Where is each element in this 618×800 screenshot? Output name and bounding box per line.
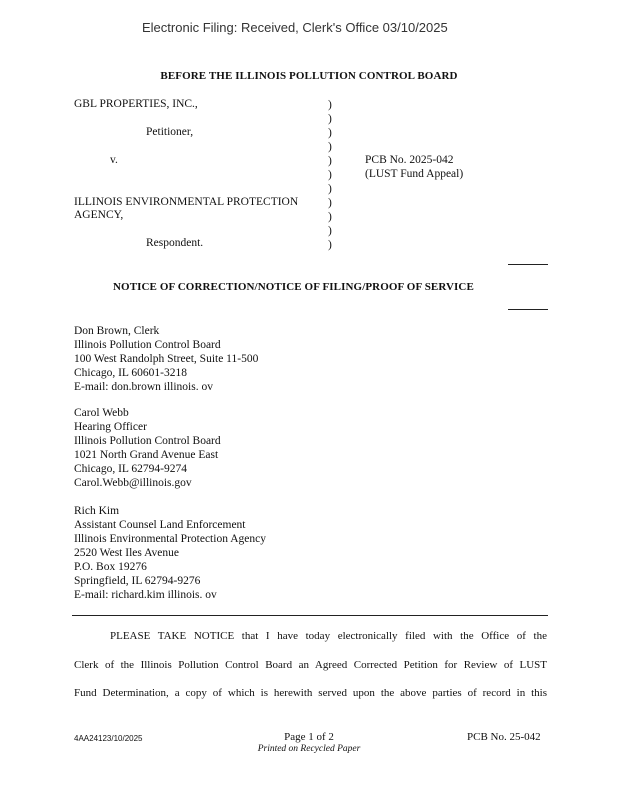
caption-paren: ) bbox=[328, 155, 332, 167]
caption-paren: ) bbox=[328, 225, 332, 237]
service-recipient-clerk bbox=[74, 324, 258, 394]
footer-doc-id: 4AA24123/10/2025 bbox=[74, 734, 143, 743]
service-line: Illinois Pollution Control Board bbox=[74, 435, 221, 447]
caption-paren: ) bbox=[328, 197, 332, 209]
caption-paren: ) bbox=[328, 141, 332, 153]
caption-paren: ) bbox=[328, 113, 332, 125]
footer-recycled-note: Printed on Recycled Paper bbox=[257, 744, 361, 754]
divider-short-top bbox=[508, 264, 548, 265]
caption-paren: ) bbox=[328, 169, 332, 181]
filing-stamp: Electronic Filing: Received, Clerk's Office 03/10/2025 bbox=[142, 20, 448, 35]
board-title: BEFORE THE ILLINOIS POLLUTION CONTROL BOARD bbox=[160, 70, 458, 82]
petitioner-name: GBL PROPERTIES, INC., bbox=[74, 98, 198, 110]
versus: v. bbox=[110, 154, 118, 166]
caption-paren: ) bbox=[328, 99, 332, 111]
service-line: E-mail: don.brown illinois. ov bbox=[74, 381, 213, 393]
caption-paren: ) bbox=[328, 211, 332, 223]
service-line: P.O. Box 19276 bbox=[74, 561, 147, 573]
footer-case-number: PCB No. 25-042 bbox=[467, 731, 541, 743]
respondent-name-line1: ILLINOIS ENVIRONMENTAL PROTECTION bbox=[74, 196, 299, 208]
service-line: Chicago, IL 60601-3218 bbox=[74, 367, 187, 379]
service-line: Illinois Pollution Control Board bbox=[74, 339, 221, 351]
service-line: Rich Kim bbox=[74, 505, 120, 517]
respondent-role: Respondent. bbox=[146, 237, 204, 249]
service-line: 100 West Randolph Street, Suite 11-500 bbox=[74, 353, 259, 365]
service-line: Don Brown, Clerk bbox=[74, 325, 160, 337]
caption-paren: ) bbox=[328, 183, 332, 195]
case-type: (LUST Fund Appeal) bbox=[365, 168, 464, 180]
service-line: Chicago, IL 62794-9274 bbox=[74, 463, 187, 475]
service-line: Carol Webb bbox=[74, 407, 129, 419]
service-line: Assistant Counsel Land Enforcement bbox=[74, 519, 246, 531]
petitioner-role: Petitioner, bbox=[146, 126, 194, 138]
service-line: Illinois Environmental Protection Agency bbox=[74, 533, 266, 545]
service-line: E-mail: richard.kim illinois. ov bbox=[74, 589, 217, 601]
footer-page-label: Page 1 of 2 bbox=[284, 731, 334, 743]
service-line: Carol.Webb@illinois.gov bbox=[74, 477, 192, 489]
service-line: 1021 North Grand Avenue East bbox=[74, 449, 219, 461]
paragraph-line: PLEASE TAKE NOTICE that I have today electronically filed with the Office of the bbox=[110, 630, 547, 642]
service-line: Springfield, IL 62794-9276 bbox=[74, 575, 201, 587]
paragraph-line: Fund Determination, a copy of which is herewith served upon the above parties of record in this bbox=[74, 687, 547, 699]
service-recipient-counsel bbox=[74, 504, 266, 602]
caption-paren: ) bbox=[328, 239, 332, 251]
notice-title: NOTICE OF CORRECTION/NOTICE OF FILING/PROOF OF SERVICE bbox=[113, 281, 474, 293]
paragraph-line: Clerk of the Illinois Pollution Control Board an Agreed Corrected Petition for Review of LUST bbox=[74, 659, 547, 671]
case-number: PCB No. 2025-042 bbox=[365, 154, 454, 166]
service-line: Hearing Officer bbox=[74, 421, 147, 433]
service-recipient-hearing-officer bbox=[74, 406, 221, 490]
divider-short-bottom bbox=[508, 309, 548, 310]
caption-paren: ) bbox=[328, 127, 332, 139]
service-line: 2520 West Iles Avenue bbox=[74, 547, 180, 559]
respondent-name-line2: AGENCY, bbox=[74, 209, 124, 221]
section-divider bbox=[72, 615, 548, 616]
